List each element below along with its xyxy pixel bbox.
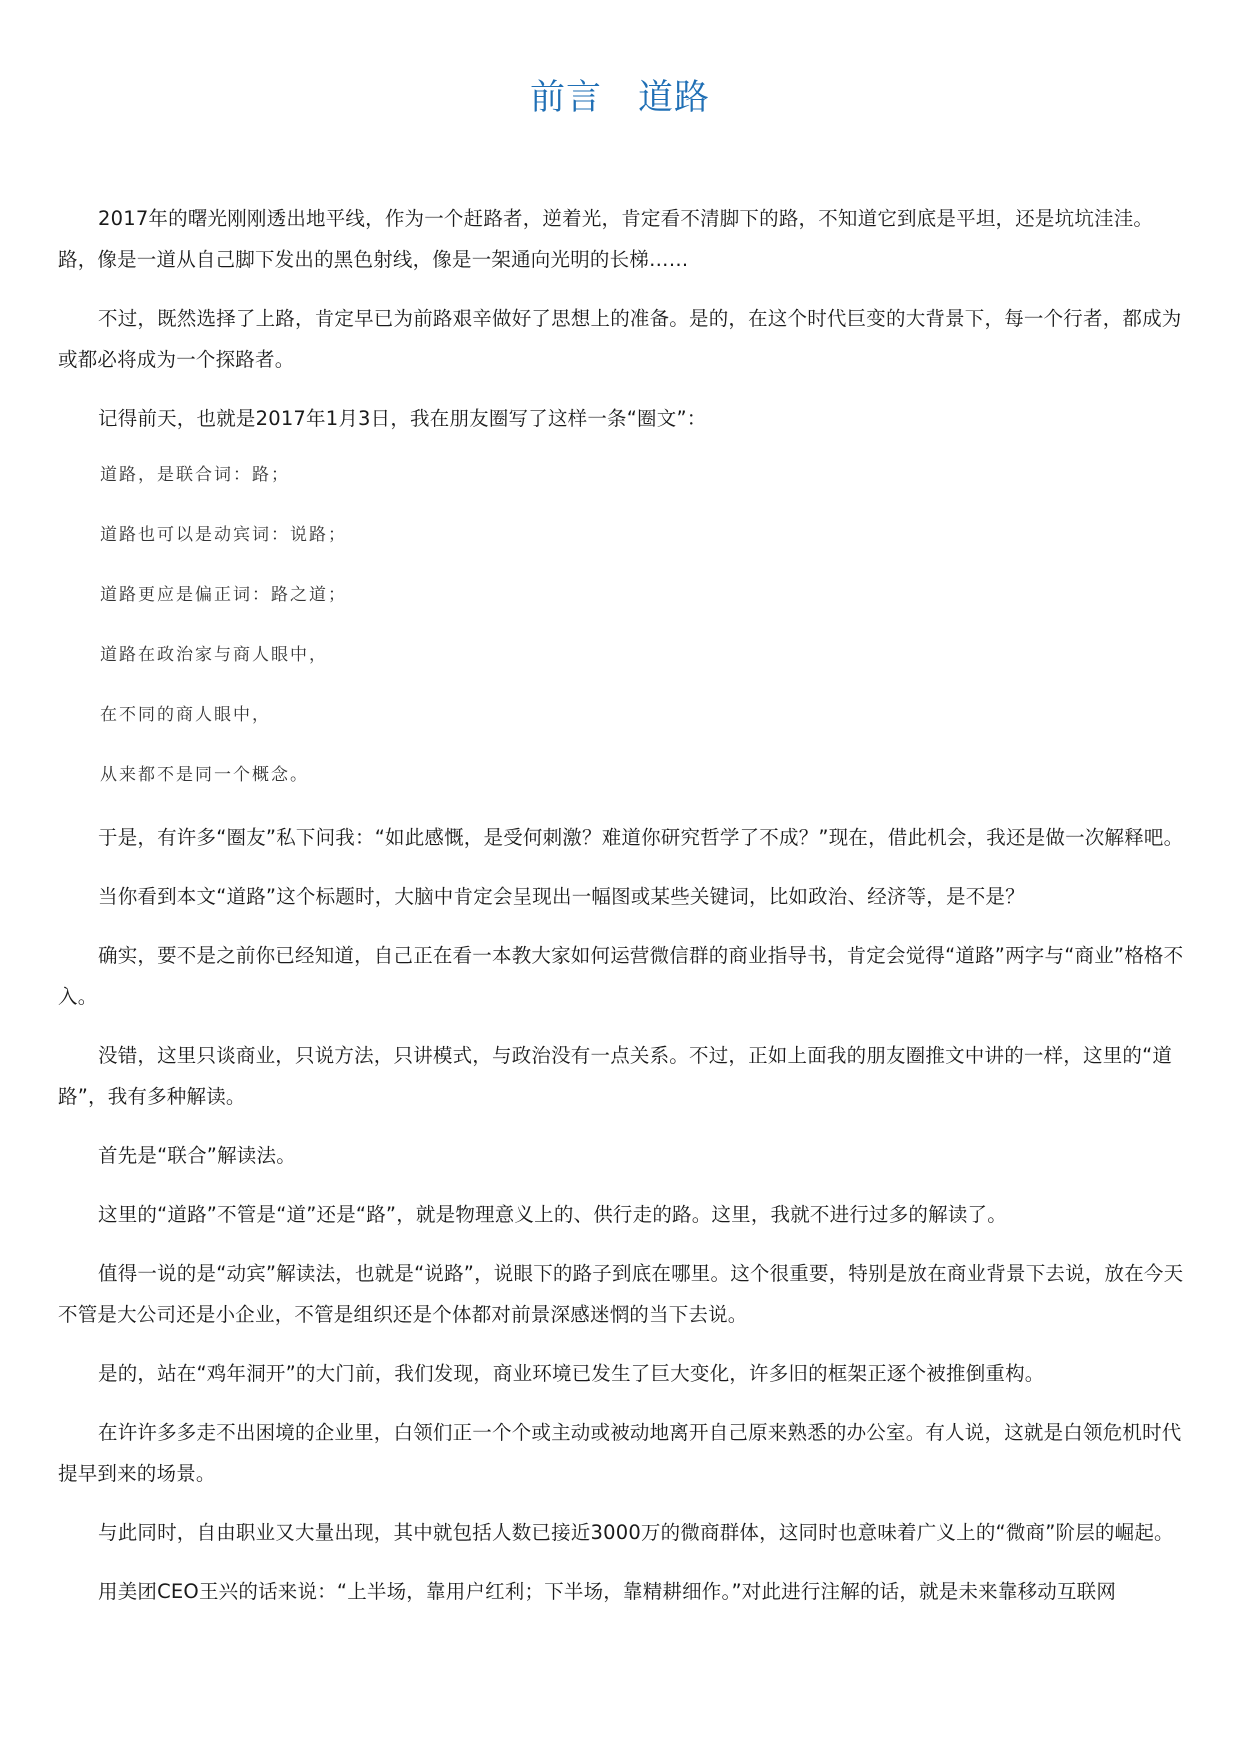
paragraph: 这里的“道路”不管是“道”还是“路”，就是物理意义上的、供行走的路。这里，我就不进行过多的解读了。 bbox=[98, 1203, 1007, 1226]
title-part-1: 前言 bbox=[529, 78, 602, 118]
quote-block bbox=[58, 463, 1184, 787]
paragraph: 没错，这里只谈商业，只说方法，只讲模式，与政治没有一点关系。不过，正如上面我的朋友圈推文中讲的一样，这里的“道路”，我有多种解读。 bbox=[58, 1044, 1173, 1108]
paragraph: 2017年的曙光刚刚透出地平线，作为一个赶路者，逆着光，肯定看不清脚下的路，不知道它到底是平坦，还是坑坑洼洼。路，像是一道从自己脚下发出的黑色射线，像是一架通向光明的长梯…… bbox=[58, 207, 1154, 271]
quote-line: 道路更应是偏正词：路之道； bbox=[100, 585, 347, 605]
quote-line: 从来都不是同一个概念。 bbox=[100, 765, 309, 785]
paragraph: 不过，既然选择了上路，肯定早已为前路艰辛做好了思想上的准备。是的，在这个时代巨变的大背景下，每一个行者，都成为或都必将成为一个探路者。 bbox=[58, 307, 1182, 371]
paragraph: 确实，要不是之前你已经知道，自己正在看一本教大家如何运营微信群的商业指导书，肯定会觉得“道路”两字与“商业”格格不入。 bbox=[58, 944, 1184, 1008]
quote-line: 在不同的商人眼中， bbox=[100, 705, 271, 725]
paragraph: 是的，站在“鸡年洞开”的大门前，我们发现，商业环境已发生了巨大变化，许多旧的框架正逐个被推倒重构。 bbox=[98, 1362, 1045, 1385]
title-part-2: 道路 bbox=[638, 78, 711, 118]
paragraph: 在许许多多走不出困境的企业里，白领们正一个个或主动或被动地离开自己原来熟悉的办公室。有人说，这就是白领危机时代提早到来的场景。 bbox=[58, 1421, 1182, 1485]
paragraph: 用美团CEO王兴的话来说：“上半场，靠用户红利；下半场，靠精耕细作。”对此进行注解的话，就是未来靠移动互联网 bbox=[98, 1580, 1117, 1603]
page-title bbox=[0, 70, 1240, 120]
quote-line: 道路也可以是动宾词：说路； bbox=[100, 525, 347, 545]
quote-line: 道路，是联合词：路； bbox=[100, 465, 290, 485]
paragraph: 于是，有许多“圈友”私下问我：“如此感慨，是受何刺激？难道你研究哲学了不成？”现在，借此机会，我还是做一次解释吧。 bbox=[98, 826, 1184, 849]
quote-line: 道路在政治家与商人眼中， bbox=[100, 645, 328, 665]
paragraph: 当你看到本文“道路”这个标题时，大脑中肯定会呈现出一幅图或某些关键词，比如政治、经济等，是不是？ bbox=[98, 885, 1025, 908]
paragraph: 记得前天，也就是2017年1月3日，我在朋友圈写了这样一条“圈文”： bbox=[98, 407, 707, 430]
paragraph: 首先是“联合”解读法。 bbox=[98, 1144, 296, 1167]
paragraph: 值得一说的是“动宾”解读法，也就是“说路”，说眼下的路子到底在哪里。这个很重要，特别是放在商业背景下去说，放在今天不管是大公司还是小企业，不管是组织还是个体都对前景深感迷惘的当下去说。 bbox=[58, 1262, 1184, 1326]
article-body bbox=[58, 198, 1184, 1630]
paragraph: 与此同时，自由职业又大量出现，其中就包括人数已接近3000万的微商群体，这同时也意味着广义上的“微商”阶层的崛起。 bbox=[98, 1521, 1174, 1544]
